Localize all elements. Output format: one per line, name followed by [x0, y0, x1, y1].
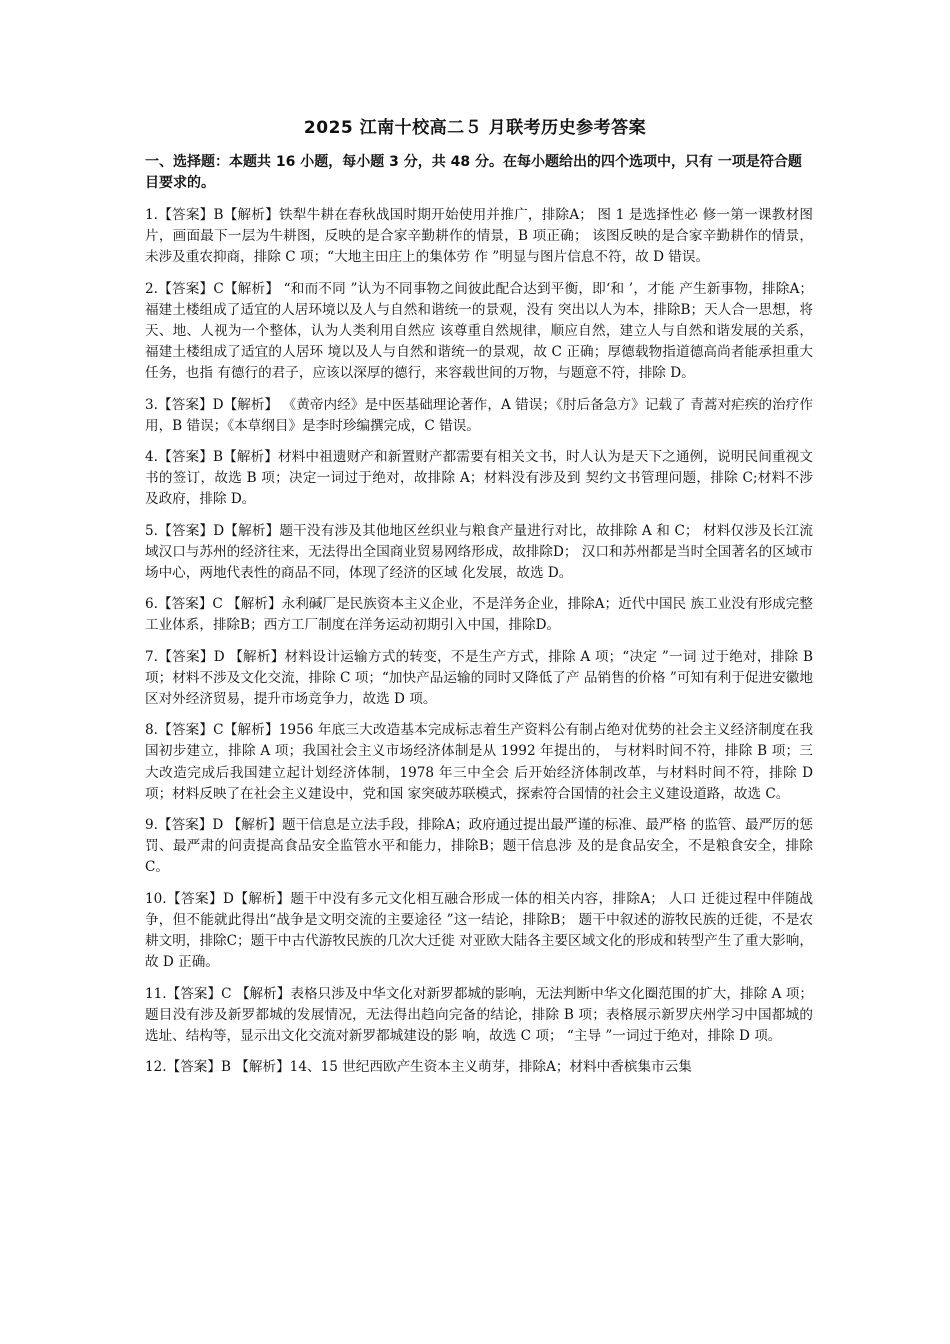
answer-item-6: 6.【答案】C 【解析】永利碱厂是民族资本主义企业，不是洋务企业，排除A；近代中国民 族工业没有形成完整工业体系，排除B；西方工厂制度在洋务运动初期引入中国，排除D。 [145, 596, 813, 634]
answer-list [145, 205, 813, 1078]
answer-item-8: 8.【答案】C【解析】1956 年底三大改造基本完成标志着生产资料公有制占绝对优势的社会主义经济制度在我国初步建立，排除 A 项；我国社会主义市场经济体制是从 1992 年提出的， 与材料时间不符，排除 B 项；三大改造完成后我国建立起计划经济体制，1978 年三中全会 后开始经济体制改革，与材料时间不符，排除 D 项；材料反映了在社会主义建设中，党和国 家突破苏联模式，探索符合国情的社会主义建设道路，故选 C。 [145, 722, 813, 802]
answer-item-9: 9.【答案】D 【解析】题干信息是立法手段，排除A；政府通过提出最严谨的标准、最严格 的监管、最严厉的惩罚、最严肃的问责提高食品安全监管水平和能力，排除B；题干信息涉 及的是食品安全，不是粮食安全，排除 C。 [145, 817, 813, 876]
answer-item-7: 7.【答案】D 【解析】材料设计运输方式的转变，不是生产方式，排除 A 项；“决定 ”一词 过于绝对，排除 B 项；材料不涉及文化交流，排除 C 项；“加快产品运输的同时又降低了产 品销售的价格 ”可知有利于促进安徽地区对外经济贸易，提升市场竞争力，故选 D 项。 [145, 648, 813, 708]
answer-item-3: 3.【答案】D【解析】 《黄帝内经》是中医基础理论著作，A 错误；《肘后备急方》记载了 青蒿对疟疾的治疗作用，B 错误；《本草纲目》是李时珍编撰完成，C 错误。 [145, 396, 813, 434]
answer-item-2: 2.【答案】C【解析】 “和而不同 ”认为不同事物之间彼此配合达到平衡，即‘和 ’，才能 产生新事物，排除A；福建土楼组成了适宜的人居环境以及人与自然和谐统一的景观，没有 突出以人为本，排除B；天人合一思想，将天、地、人视为一个整体，认为人类利用自然应 该尊重自然规律，顺应自然，建立人与自然和谐发展的关系，福建土楼组成了适宜的人居环 境以及人与自然和谐统一的景观，故 C 正确；厚德载物指道德高尚者能承担重大任务，也指 有德行的君子，应该以深厚的德行，来容载世间的万物，与题意不符，排除 D。 [145, 280, 813, 382]
answer-item-12: 12.【答案】B 【解析】14、15 世纪西欧产生资本主义萌芽，排除A；材料中香槟集市云集 [145, 1059, 692, 1076]
answer-item-4: 4.【答案】B【解析】材料中祖遗财产和新置财产都需要有相关文书，时人认为是天下之通例，说明民间重视文书的签订，故选 B 项；决定一词过于绝对，故排除 A；材料没有涉及到 契约文书管理问题，排除 C;材料不涉及政府，排除 D。 [145, 449, 813, 508]
answer-item-10: 10.【答案】D【解析】题干中没有多元文化相互融合形成一体的相关内容，排除A； 人口 迁徙过程中伴随战争，但不能就此得出“战争是文明交流的主要途径 ”这一结论，排除B； 题干中叙述的游牧民族的迁徙，不是农耕文明，排除C；题干中古代游牧民族的几次大迁徙 对亚欧大陆各主要区域文化的形成和转型产生了重大影响，故 D 正确。 [145, 890, 813, 971]
answer-item-1: 1.【答案】B【解析】铁犁牛耕在春秋战国时期开始使用并推广，排除A； 图 1 是选择性必 修一第一课教材图片，画面最下一层为牛耕图，反映的是合家辛勤耕作的情景，B 项正确； 该图反映的是合家辛勤耕作的情景，未涉及重农抑商，排除 C 项；“大地主田庄上的集体劳 作 ”明显与图片信息不符，故 D 错误。 [145, 207, 813, 266]
answer-item-5: 5.【答案】D【解析】题干没有涉及其他地区丝织业与粮食产量进行对比，故排除 A 和 C； 材料仅涉及长江流域汉口与苏州的经济往来，无法得出全国商业贸易网络形成，故排除D； 汉口和苏州都是当时全国著名的区域市场中心，两地代表性的商品不同，体现了经济的区域 化发展，故选 D。 [145, 522, 813, 582]
section-heading: 一、选择题：本题共 16 小题，每小题 3 分，共 48 分。在每小题给出的四个选项中，只有 一项是符合题目要求的。 [145, 154, 802, 191]
document-title: 2025 江南十校高二５ 月联考历史参考答案 [303, 118, 647, 138]
answer-item-11: 11.【答案】C 【解析】表格只涉及中华文化对新罗都城的影响，无法判断中华文化圈范围的扩大，排除 A 项；题目没有涉及新罗都城的发展情况，无法得出趋向完备的结论，排除 B 项；表格展示新罗庆州学习中国都城的选址、结构等，显示出文化交流对新罗都城建设的影 响，故选 C 项； “主导 ”一词过于绝对，排除 D 项。 [145, 985, 813, 1044]
